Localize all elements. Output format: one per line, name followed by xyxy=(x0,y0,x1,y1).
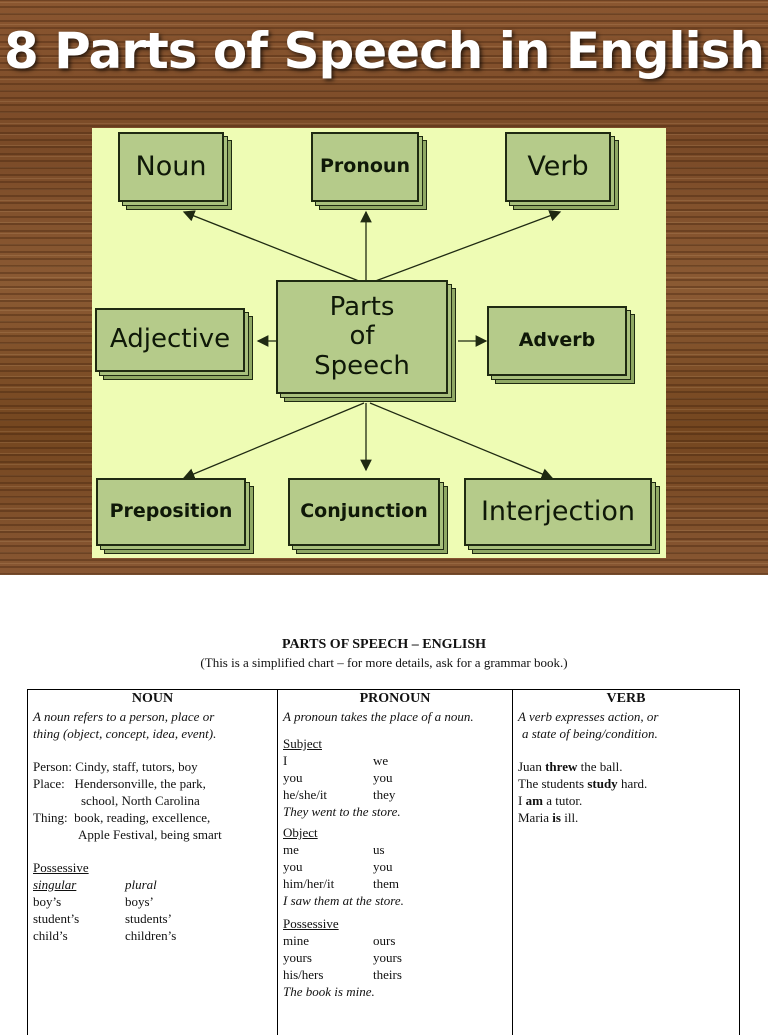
book-noun xyxy=(118,132,224,202)
pronoun-plural: yours xyxy=(373,950,402,965)
adverb-label: Adverb xyxy=(518,329,596,352)
pronoun-singular: you xyxy=(283,770,303,785)
pronoun-object-row xyxy=(283,875,507,892)
noun-thing-2: Apple Festival, being smart xyxy=(78,827,222,842)
pronoun-singular: you xyxy=(283,859,303,874)
pronoun-definition: A pronoun takes the place of a noun. xyxy=(283,709,474,724)
pronoun-subject-row xyxy=(283,769,507,786)
noun-label: Noun xyxy=(135,150,207,182)
verb-definition-2: a state of being/condition. xyxy=(522,726,658,741)
noun-poss-plural: children’s xyxy=(125,928,177,943)
noun-poss-row xyxy=(33,927,272,944)
pronoun-subject-example: They went to the store. xyxy=(283,804,401,819)
pronoun-plural: you xyxy=(373,859,393,874)
noun-poss-singular: student’s xyxy=(33,911,80,926)
pronoun-possessive-heading: Possessive xyxy=(283,916,339,931)
center-line-2: of xyxy=(349,321,375,352)
verb-ex-text: ill. xyxy=(560,810,579,825)
verb-label: Verb xyxy=(527,150,589,182)
noun-poss-singular: child’s xyxy=(33,928,68,943)
pronoun-subject-row xyxy=(283,786,507,803)
noun-plural-label: plural xyxy=(125,877,157,892)
verb-ex-text: the ball. xyxy=(577,759,623,774)
verb-ex-text: Juan xyxy=(518,759,546,774)
book-pronoun xyxy=(311,132,419,202)
noun-poss-singular: boy’s xyxy=(33,894,62,909)
pronoun-poss-row xyxy=(283,949,507,966)
book-conjunction xyxy=(288,478,440,546)
verb-example-2 xyxy=(518,775,734,792)
pronoun-plural: ours xyxy=(373,933,396,948)
pronoun-plural: they xyxy=(373,787,396,802)
verb-ex-text: I xyxy=(518,793,526,808)
pronoun-poss-row xyxy=(283,966,507,983)
verb-ex-text: Maria xyxy=(518,810,553,825)
center-line-1: Parts xyxy=(329,292,395,323)
pronoun-subject-heading: Subject xyxy=(283,736,322,751)
grammar-table xyxy=(27,689,740,1035)
verb-definition-1: A verb expresses action, or xyxy=(518,709,659,724)
doc-title: PARTS OF SPEECH – ENGLISH xyxy=(281,637,487,652)
preposition-label: Preposition xyxy=(109,500,233,523)
verb-header: VERB xyxy=(606,691,646,706)
book-interjection xyxy=(464,478,652,546)
book-verb xyxy=(505,132,611,202)
center-line-3: Speech xyxy=(314,350,410,381)
noun-possessive-heading: Possessive xyxy=(33,860,89,875)
pronoun-singular: me xyxy=(283,842,299,857)
arrow-to-preposition xyxy=(184,403,364,478)
verb-ex-verb: am xyxy=(525,793,543,808)
noun-singular-label: singular xyxy=(33,877,77,892)
interjection-label: Interjection xyxy=(480,495,636,527)
book-center-parts-of-speech xyxy=(276,280,448,394)
pronoun-singular: yours xyxy=(283,950,312,965)
pronoun-object-row xyxy=(283,841,507,858)
pronoun-singular: I xyxy=(283,753,288,768)
noun-poss-row xyxy=(33,910,272,927)
noun-definition-1: A noun refers to a person, place or xyxy=(33,709,215,724)
book-adjective xyxy=(95,308,245,372)
pronoun-header: PRONOUN xyxy=(359,691,431,706)
verb-ex-verb: is xyxy=(552,810,561,825)
noun-header: NOUN xyxy=(131,691,174,706)
verb-ex-verb: threw xyxy=(545,759,578,774)
pronoun-object-heading: Object xyxy=(283,825,318,840)
noun-poss-plural: students’ xyxy=(125,911,172,926)
noun-person: Person: Cindy, staff, tutors, boy xyxy=(33,759,198,774)
pronoun-plural: them xyxy=(373,876,399,891)
verb-ex-verb: study xyxy=(587,776,618,791)
arrow-to-noun xyxy=(184,212,364,283)
adjective-label: Adjective xyxy=(109,324,231,355)
book-preposition xyxy=(96,478,246,546)
noun-column xyxy=(28,690,278,1035)
pronoun-plural: theirs xyxy=(373,967,402,982)
verb-example-4 xyxy=(518,809,734,826)
pronoun-singular: him/her/it xyxy=(283,876,335,891)
doc-subtitle: (This is a simplified chart – for more details, ask for a grammar book.) xyxy=(200,655,568,670)
noun-definition-2: thing (object, concept, idea, event). xyxy=(33,726,217,741)
conjunction-label: Conjunction xyxy=(300,500,428,523)
pronoun-column xyxy=(278,690,513,1035)
verb-example-1 xyxy=(518,758,734,775)
arrow-to-verb xyxy=(370,212,560,283)
pronoun-singular: he/she/it xyxy=(283,787,328,802)
arrow-to-interjection xyxy=(370,403,552,478)
pronoun-plural: you xyxy=(373,770,393,785)
verb-example-3 xyxy=(518,792,734,809)
pronoun-object-example: I saw them at the store. xyxy=(283,893,404,908)
parts-of-speech-diagram xyxy=(92,128,666,558)
pronoun-singular: mine xyxy=(283,933,309,948)
verb-ex-text: The students xyxy=(518,776,588,791)
pronoun-possessive-example: The book is mine. xyxy=(283,984,375,999)
pronoun-label: Pronoun xyxy=(320,155,410,178)
verb-column xyxy=(513,690,739,1035)
noun-place-2: school, North Carolina xyxy=(81,793,200,808)
book-adverb xyxy=(487,306,627,376)
banner-title: 8 Parts of Speech in English xyxy=(3,22,765,80)
verb-ex-text: a tutor. xyxy=(542,793,583,808)
noun-poss-row xyxy=(33,893,272,910)
pronoun-subject-row xyxy=(283,752,507,769)
pronoun-object-row xyxy=(283,858,507,875)
pronoun-plural: we xyxy=(373,753,389,768)
pronoun-poss-row xyxy=(283,932,507,949)
noun-thing-1: Thing: book, reading, excellence, xyxy=(33,810,211,825)
noun-place-1: Place: Hendersonville, the park, xyxy=(33,776,206,791)
pronoun-plural: us xyxy=(373,842,385,857)
noun-poss-plural: boys’ xyxy=(125,894,154,909)
pronoun-singular: his/hers xyxy=(283,967,324,982)
verb-ex-text: hard. xyxy=(617,776,648,791)
